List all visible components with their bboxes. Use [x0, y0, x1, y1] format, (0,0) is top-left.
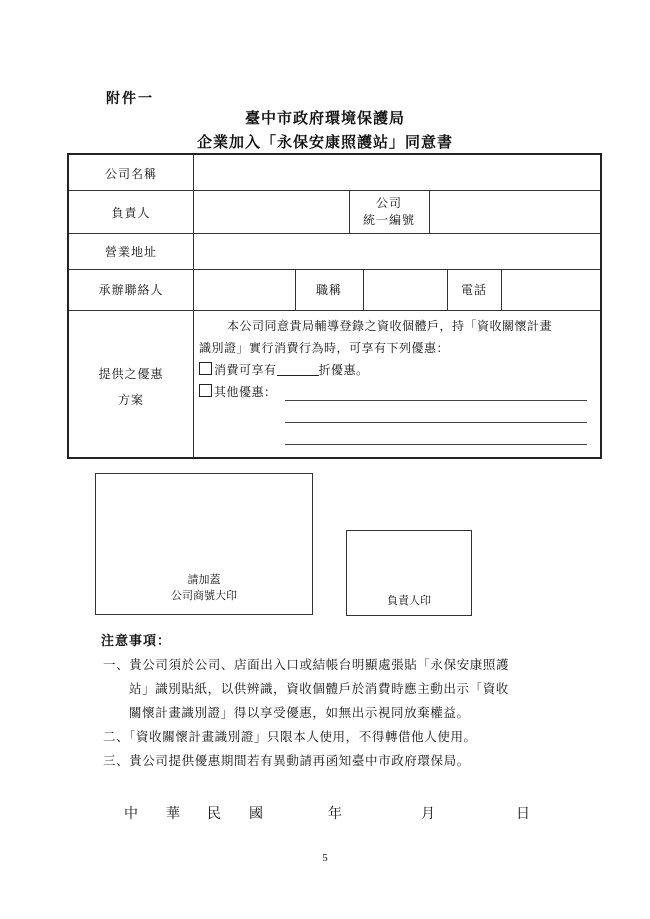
company-seal-box[interactable] [95, 473, 313, 615]
address-field[interactable] [194, 234, 599, 269]
company-id-field[interactable] [430, 191, 600, 233]
agency-title: 臺中市政府環境保護局 [244, 109, 405, 127]
benefit-label: 提供之優惠 方案 [98, 367, 164, 407]
company-name-field[interactable] [194, 155, 599, 190]
address-label: 營業地址 [104, 245, 157, 259]
note-item-3: 三、貴公司提供優惠期間若有異動請再函知臺中市政府環保局。 [103, 753, 470, 768]
owner-label: 負責人 [111, 206, 151, 220]
phone-field[interactable] [502, 270, 600, 310]
date-era-char: 國 [249, 806, 263, 822]
other-option-label: 其他優惠： [214, 385, 277, 399]
company-name-label: 公司名稱 [104, 167, 157, 181]
other-option [199, 381, 277, 403]
contact-label: 承辦聯絡人 [98, 283, 164, 297]
note-item-1-line2: 站」識別貼紙，以供辨識，資收個體戶於消費時應主動出示「資收 [129, 681, 509, 696]
date-era-char: 民 [207, 806, 221, 822]
date-era-char: 中 [124, 806, 138, 822]
owner-seal-box[interactable] [346, 530, 472, 616]
job-title-label: 職稱 [315, 283, 342, 297]
date-month-label: 月 [421, 806, 435, 822]
discount-blank[interactable] [277, 363, 319, 376]
page-number: 5 [322, 852, 328, 864]
note-item-1-line1: 一、貴公司須於公司、店面出入口或結帳台明顯處張貼「永保安康照護 [103, 657, 510, 672]
discount-checkbox[interactable] [199, 362, 212, 375]
benefit-statement-line2: 識別證」實行消費行為時，可享有下列優惠： [199, 341, 450, 355]
phone-label: 電話 [460, 283, 487, 297]
owner-field[interactable] [194, 191, 349, 233]
other-benefit-line[interactable] [285, 400, 587, 401]
benefit-statement-line1: 本公司同意貴局輔導登錄之資收個體戶，持「資收關懷計畫 [227, 319, 553, 333]
job-title-field[interactable] [364, 270, 447, 310]
discount-option [199, 359, 369, 381]
form-title: 企業加入「永保安康照護站」同意書 [196, 133, 453, 151]
discount-prefix: 消費可享有 [214, 363, 277, 377]
other-checkbox[interactable] [199, 384, 212, 397]
attachment-label: 附件一 [106, 91, 154, 107]
row-divider [69, 310, 600, 311]
owner-seal-label: 負責人印 [387, 594, 431, 607]
other-benefit-line[interactable] [285, 444, 587, 445]
notes-title: 注意事項： [101, 634, 172, 649]
date-era-char: 華 [166, 806, 180, 822]
date-day-label: 日 [516, 806, 530, 822]
company-seal-label: 請加蓋 公司商號大印 [171, 573, 237, 602]
discount-suffix: 折優惠。 [318, 363, 369, 377]
consent-form-table [67, 153, 602, 459]
note-item-2: 二、「資收關懷計畫識別證」只限本人使用，不得轉借他人使用。 [103, 729, 477, 744]
other-benefit-line[interactable] [285, 422, 587, 423]
company-id-label: 公司 統一編號 [362, 196, 415, 227]
note-item-1-line3: 關懷計畫識別證」得以享受優惠，如無出示視同放棄權益。 [129, 705, 470, 720]
date-year-label: 年 [328, 806, 342, 822]
contact-field[interactable] [194, 270, 295, 310]
